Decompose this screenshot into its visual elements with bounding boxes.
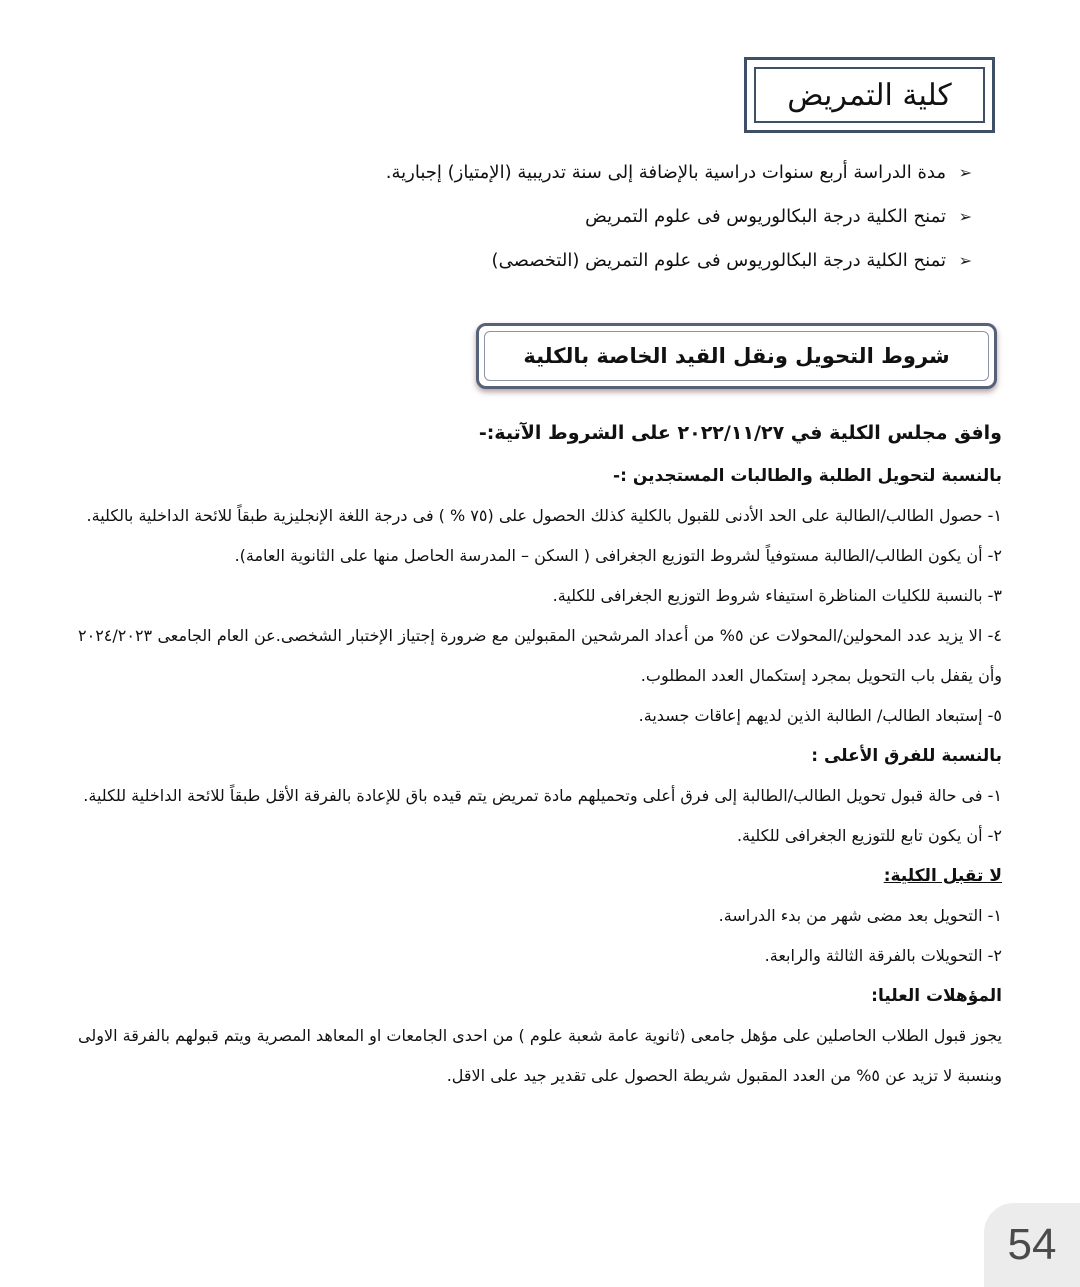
bullet-text: تمنح الكلية درجة البكالوريوس فى علوم التمريض (التخصصى)	[491, 249, 946, 271]
not-accepted-heading	[78, 856, 1002, 896]
section-title: شروط التحويل ونقل القيد الخاصة بالكلية	[484, 331, 989, 381]
condition-item: ٥- إستبعاد الطالب/ الطالبة الذين لديهم إعاقات جسدية.	[638, 706, 1002, 725]
condition-item: ٢- أن يكون تابع للتوزيع الجغرافى للكلية.	[736, 826, 1002, 845]
document-body	[78, 410, 1002, 1096]
section-title-box	[476, 323, 997, 389]
upper-levels-heading: بالنسبة للفرق الأعلى :	[811, 746, 1002, 766]
arrowhead-bullet-icon: ➢	[958, 162, 972, 182]
not-accepted-heading-text: لا تقبل الكلية:	[883, 866, 1002, 886]
condition-item: ٤- الا يزيد عدد المحولين/المحولات عن ٥% من أعداد المرشحين المقبولين مع ضرورة إجتياز الإختبار الشخصى.عن العام الجامعى ٢٠٢٤/٢٠٢٣ وأن يقفل باب التحويل بمجرد إستكمال العدد المطلوب.	[78, 626, 1002, 685]
bullet-text: مدة الدراسة أربع سنوات دراسية بالإضافة إلى سنة تدريبية (الإمتياز) إجبارية.	[385, 161, 946, 183]
arrowhead-bullet-icon: ➢	[958, 250, 972, 270]
intro-bullet-list	[272, 150, 972, 282]
arrowhead-bullet-icon: ➢	[958, 206, 972, 226]
bullet-item	[272, 150, 972, 194]
approval-line: وافق مجلس الكلية في ٢٠٢٢/١١/٢٧ على الشروط الآتية:-	[478, 422, 1002, 444]
condition-item: ٢- التحويلات بالفرقة الثالثة والرابعة.	[764, 946, 1002, 965]
college-title: كلية التمريض	[754, 67, 985, 123]
higher-qualifications-text: يجوز قبول الطلاب الحاصلين على مؤهل جامعى (ثانوية عامة شعبة علوم ) من احدى الجامعات او المعاهد المصرية ويتم قبولهم بالفرقة الاولى وبنسبة لا تزيد عن ٥% من العدد المقبول شريطة الحصول على تقدير جيد على الاقل.	[78, 1026, 1002, 1085]
college-title-box	[744, 57, 995, 133]
page-number: 54	[984, 1203, 1080, 1287]
higher-qualifications-heading: المؤهلات العليا:	[871, 986, 1002, 1006]
bullet-item	[272, 238, 972, 282]
condition-item: ١- فى حالة قبول تحويل الطالب/الطالبة إلى فرق أعلى وتحميلهم مادة تمريض يتم قيده باق للإعادة بالفرقة الأقل طبقاً للائحة الداخلية للكلية.	[83, 786, 1002, 805]
condition-item: ٢- أن يكون الطالب/الطالبة مستوفياً لشروط التوزيع الجغرافى ( السكن – المدرسة الحاصل منها على الثانوية العامة).	[234, 546, 1002, 565]
condition-item: ١- التحويل بعد مضى شهر من بدء الدراسة.	[718, 906, 1002, 925]
new-students-heading: بالنسبة لتحويل الطلبة والطالبات المستجدين :-	[613, 466, 1002, 486]
condition-item: ١- حصول الطالب/الطالبة على الحد الأدنى للقبول بالكلية كذلك الحصول على (٧٥ % ) فى درجة اللغة الإنجليزية طبقاً للائحة الداخلية بالكلية.	[86, 506, 1002, 525]
bullet-text: تمنح الكلية درجة البكالوريوس فى علوم التمريض	[585, 205, 946, 227]
condition-item: ٣- بالنسبة للكليات المناظرة استيفاء شروط التوزيع الجغرافى للكلية.	[552, 586, 1002, 605]
bullet-item	[272, 194, 972, 238]
